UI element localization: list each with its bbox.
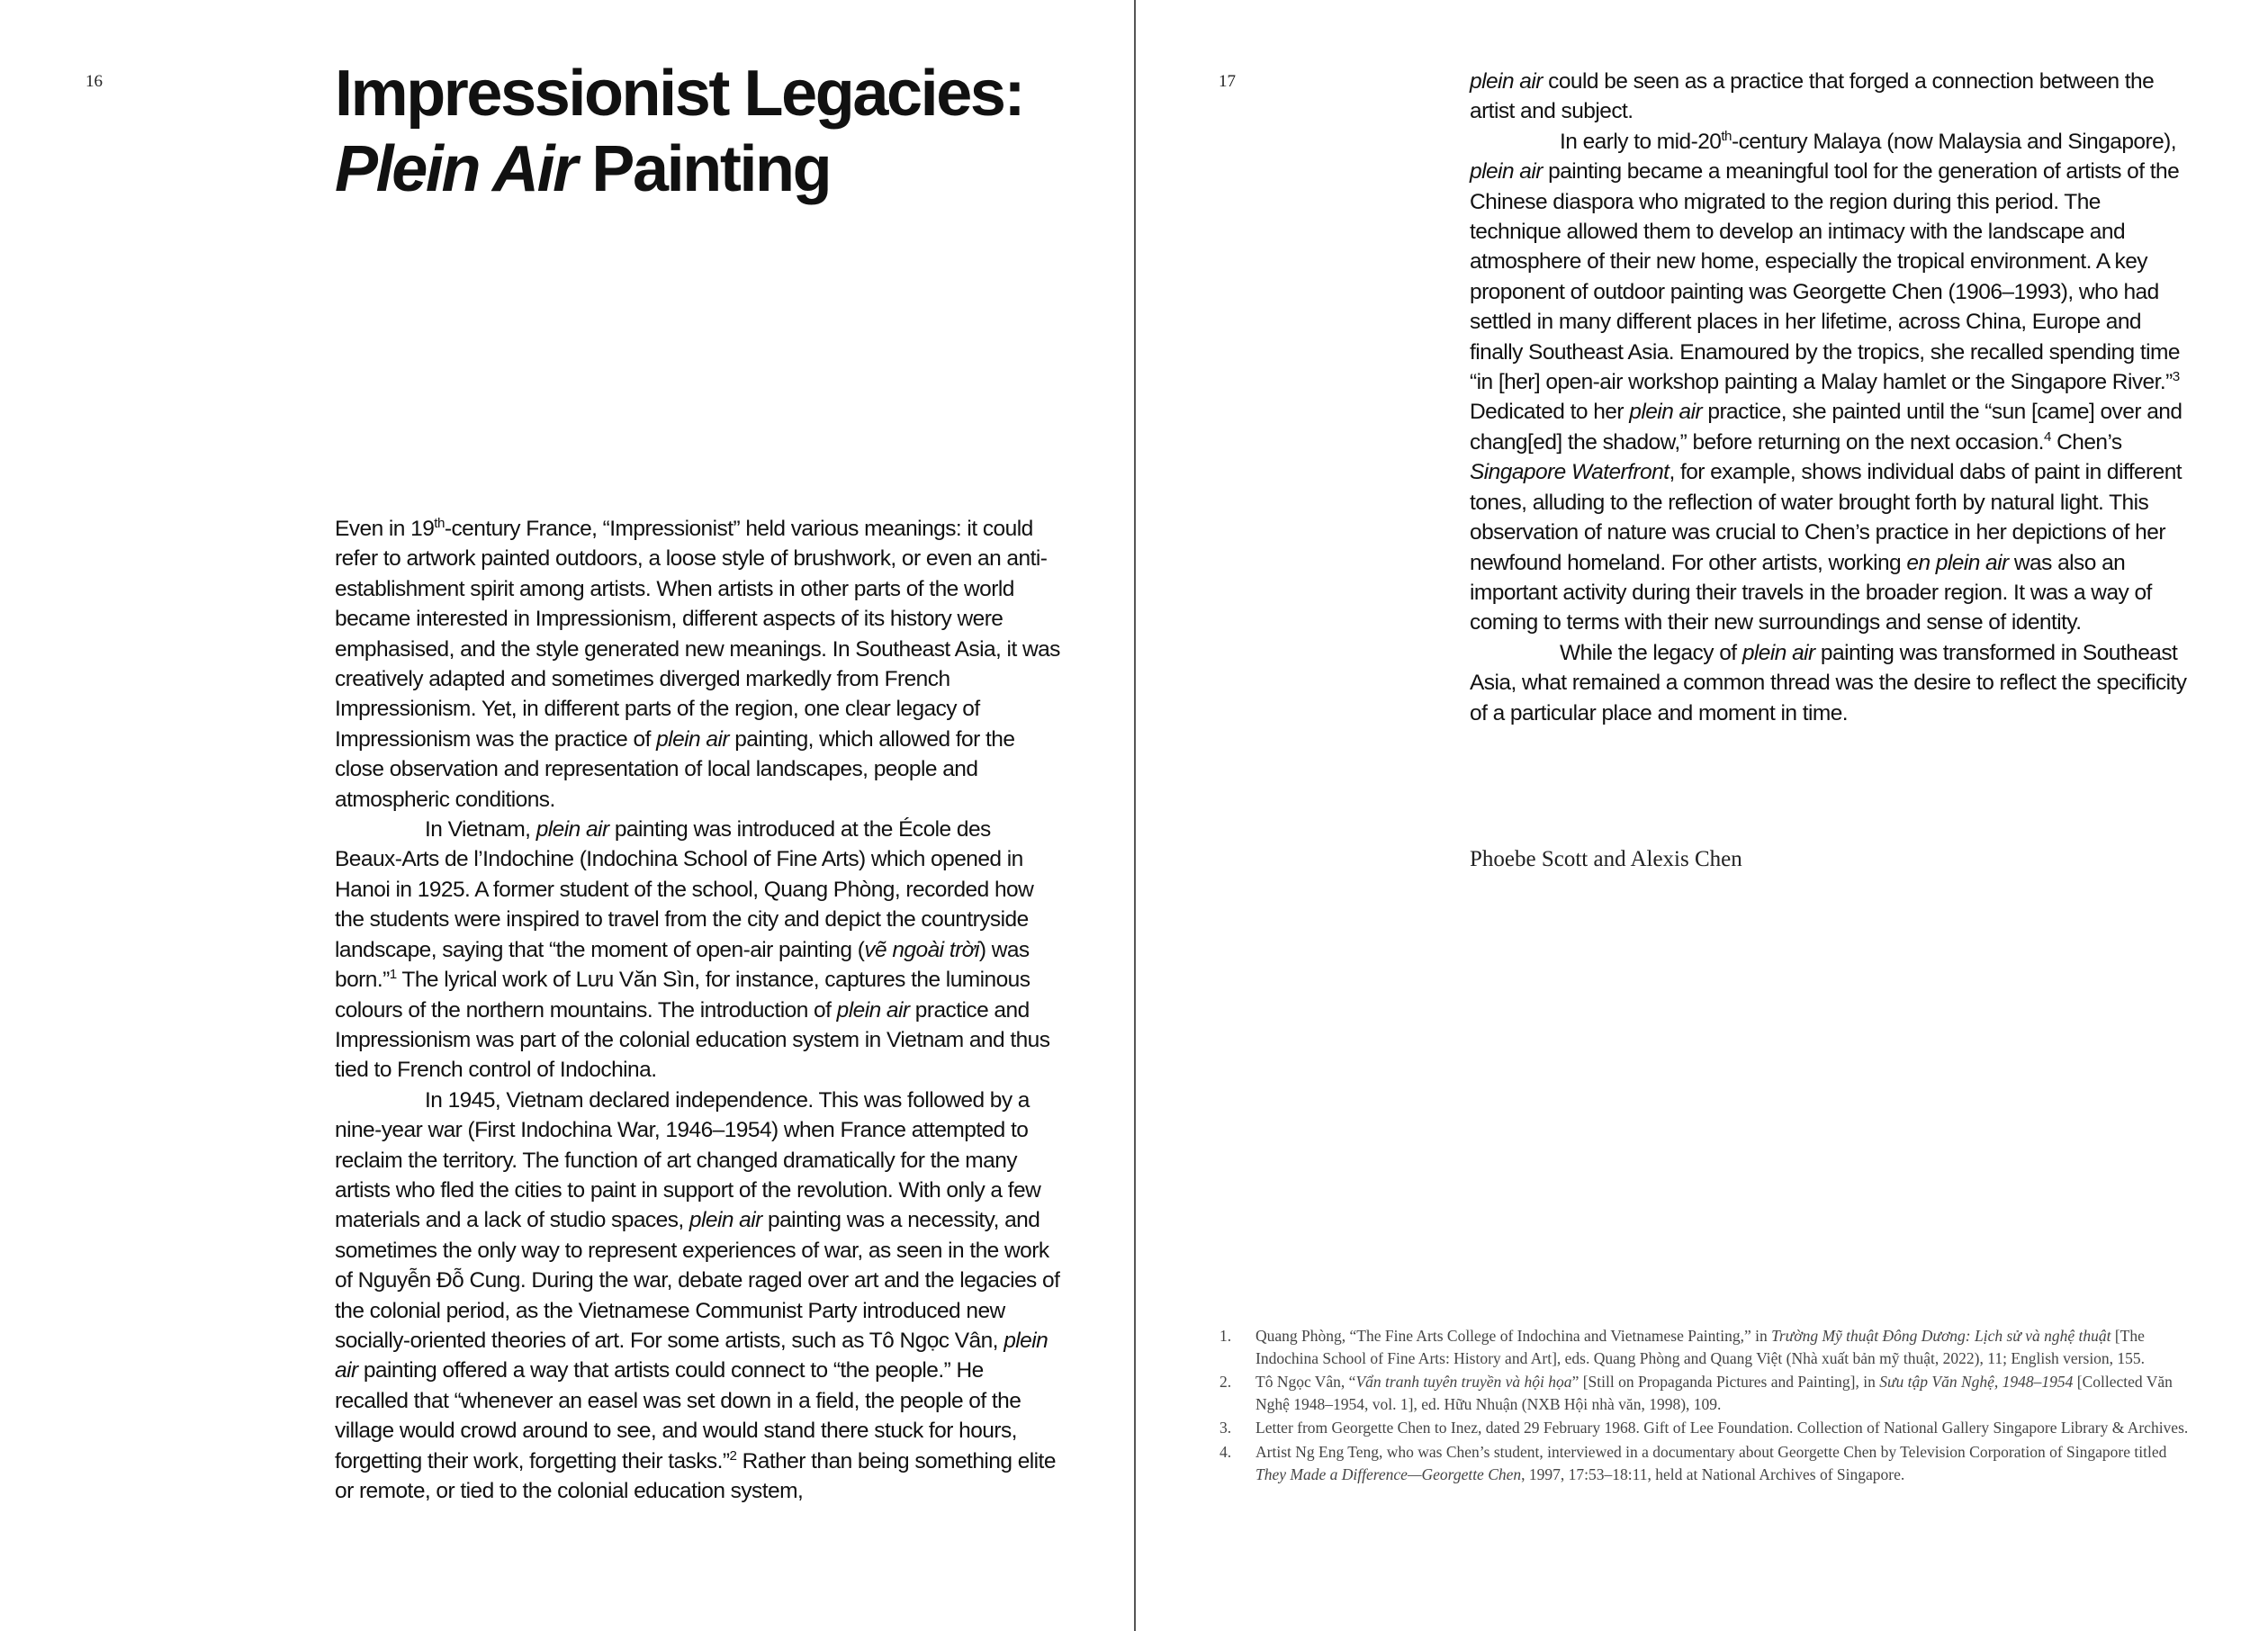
body-paragraph	[335, 1086, 1062, 1507]
text-run: -century France, “Impressionist” held various meanings: it could refer to artwork painted outdoors, a loose style of brushwork, or even an anti-establishment spirit among artists. When artists in other parts of the world became interested in Impressionism, different aspects of its history were emphasised, and the style generated new meanings. In Southeast Asia, it was creatively adapted and sometimes diverged markedly from French Impressionism. Yet, in different parts of the region, one clear legacy of Impressionism was the practice of	[335, 517, 1060, 752]
text-run: painting was introduced at the École des Beaux-Arts de l’Indochine (Indochina School of Fine Arts) which opened in Hanoi in 1925. A former student of the school, Quang Phòng, recorded how the students were inspired to travel from the city and depict the countryside landscape, saying that “the moment of open-air painting (	[335, 817, 1034, 962]
page-number-left: 16	[86, 72, 103, 91]
italic-text: plein air	[1742, 640, 1815, 665]
footnote-item	[1220, 1441, 2192, 1485]
text-run: Even in 19	[335, 517, 435, 541]
text-run: Quang Phòng, “The Fine Arts College of Indochina and Vietnamese Painting,” in	[1256, 1327, 1772, 1345]
italic-text: en plein air	[1906, 550, 2009, 575]
chapter-title	[335, 56, 1073, 207]
footnote-item	[1220, 1417, 2192, 1439]
text-run: , for example, shows individual dabs of paint in different tones, alluding to the reflection of water brought forth by natural light. This observation of nature was crucial to Chen’s practice in her depictions of her newfound homeland. For other artists, working	[1470, 460, 2182, 575]
title-italic-part: Plein Air	[335, 133, 576, 205]
text-run: The lyrical work of Lưu Văn Sìn, for instance, captures the luminous colours of the northern mountains. The introduction of	[335, 968, 1030, 1023]
italic-text: plein air	[1629, 400, 1703, 425]
page-gutter-divider	[1134, 0, 1136, 1631]
page-number-right: 17	[1219, 72, 1236, 91]
title-line-2-rest: Painting	[575, 133, 831, 205]
text-run: In early to mid-20	[1560, 129, 1722, 154]
text-run: Tô Ngọc Vân, “	[1256, 1373, 1356, 1392]
text-run: painting became a meaningful tool for the generation of artists of the Chinese diaspora who migrated to the region during this period. The technique allowed them to develop an intimacy with the landscape and atmosphere of their new home, especially the tropical environment. A key proponent of outdoor painting was Georgette Chen (1906–1993), who had settled in many different places in her lifetime, across China, Europe and finally Southeast Asia. Enamoured by the tropics, she recalled spending time “in [her] open-air workshop painting a Malay hamlet or the Singapore River.”	[1470, 159, 2180, 395]
footnote-number: 4.	[1220, 1442, 1232, 1461]
text-run: Letter from Georgette Chen to Inez, dated 29 February 1968. Gift of Lee Foundation. Collection of National Gallery Singapore Library & Archives.	[1256, 1419, 2189, 1437]
text-run: Artist Ng Eng Teng, who was Chen’s student, interviewed in a documentary about Georgette Chen by Television Corporation of Singapore titled	[1256, 1442, 2167, 1461]
footnote-item	[1220, 1371, 2192, 1415]
italic-text: plein air	[536, 817, 609, 843]
body-paragraph	[335, 514, 1062, 815]
footnote-ref: th	[434, 515, 445, 531]
footnote-number: 3.	[1220, 1419, 1232, 1437]
text-run: In 1945, Vietnam declared independence. This was followed by a nine-year war (First Indochina War, 1946–1954) when France attempted to reclaim the territory. The function of art changed dramatically for the many artists who fled the cities to paint in support of the revolution. With only a few materials and a lack of studio spaces,	[335, 1087, 1041, 1233]
text-run: [Collected Văn Nghệ 1948–1954, vol. 1], ed. Hữu Nhuận (NXB Hội nhà văn, 1998), 109.	[1256, 1373, 2173, 1413]
text-run: ” [Still on Propaganda Pictures and Painting], in	[1571, 1373, 1880, 1392]
text-run: Dedicated to her	[1470, 400, 1630, 425]
italic-text: plein air	[656, 726, 729, 752]
text-run: painting was transformed in Southeast Asia, what remained a common thread was the desire to reflect the specificity of a particular place and moment in time.	[1470, 640, 2187, 725]
text-run: practice and Impressionism was part of the colonial education system in Vietnam and thus tied to French control of Indochina.	[335, 997, 1050, 1083]
text-run: ) was born.”	[335, 937, 1030, 993]
text-run: -century Malaya (now Malaysia and Singapore),	[1731, 129, 2177, 154]
footnote-ref: 3	[2172, 368, 2180, 384]
footnote-ref: th	[1721, 128, 1732, 144]
text-run: practice, she painted until the “sun [came] over and chang[ed] the shadow,” before returning on the next occasion.	[1470, 400, 2182, 455]
text-run: painting offered a way that artists could connect to “the people.” He recalled that “whenever an easel was set down in a field, the people of the village would crowd around to see, and would stand there stuck for hours, forgetting their work, forgetting their tasks.”	[335, 1358, 1022, 1473]
body-paragraph	[1470, 638, 2190, 728]
text-run: painting, which allowed for the close observation and representation of local landscapes, people and atmospheric conditions.	[335, 726, 1015, 812]
text-run: could be seen as a practice that forged a connection between the artist and subject.	[1470, 69, 2155, 124]
footnote-ref: 4	[2043, 428, 2051, 445]
italic-text: plein air	[1470, 69, 1543, 94]
body-paragraph	[335, 815, 1062, 1086]
body-paragraph	[1470, 127, 2190, 638]
text-run: In Vietnam,	[425, 817, 536, 843]
text-run: was also an important activity during their travels in the broader region. It was a way of coming to terms with their new surroundings and sense of identity.	[1470, 550, 2152, 635]
italic-text: plein air	[335, 1328, 1048, 1383]
text-run: [The Indochina School of Fine Arts: History and Art], eds. Quang Phòng and Quang Việt (Nhà xuất bản mỹ thuật, 2022), 11; English version, 155.	[1256, 1327, 2146, 1367]
italic-text: plein air	[836, 997, 910, 1023]
footnote-number: 1.	[1220, 1327, 1232, 1345]
left-body-text	[335, 514, 1062, 1506]
author-byline: Phoebe Scott and Alexis Chen	[1470, 847, 1742, 871]
text-run: , 1997, 17:53–18:11, held at National Archives of Singapore.	[1521, 1464, 1905, 1483]
italic-text: Singapore Waterfront	[1470, 460, 1670, 485]
title-line-1: Impressionist Legacies:	[335, 58, 1024, 130]
italic-text: Trường Mỹ thuật Đông Dương: Lịch sử và nghệ thuật	[1771, 1327, 2111, 1345]
text-run: Chen’s	[2050, 429, 2122, 455]
footnote-number: 2.	[1220, 1373, 1232, 1392]
text-run: While the legacy of	[1560, 640, 1742, 665]
body-paragraph	[1470, 67, 2190, 127]
text-run: painting was a necessity, and sometimes the only way to represent experiences of war, as seen in the work of Nguyễn Đỗ Cung. During the war, debate raged over art and the legacies of the colonial period, as the Vietnamese Communist Party introduced new socially-oriented theories of art. For some artists, such as Tô Ngọc Vân,	[335, 1208, 1060, 1353]
italic-text: They Made a Difference—Georgette Chen	[1256, 1464, 1522, 1483]
italic-text: vẽ ngoài trời	[864, 937, 979, 962]
footnote-item	[1220, 1325, 2192, 1369]
footnote-ref: 2	[729, 1447, 737, 1464]
italic-text: Vẩn tranh tuyên truyền và hội họa	[1355, 1373, 1572, 1392]
italic-text: Sưu tập Văn Nghệ, 1948–1954	[1879, 1373, 2074, 1392]
italic-text: plein air	[688, 1208, 762, 1233]
footnote-ref: 1	[389, 966, 397, 982]
italic-text: plein air	[1470, 159, 1543, 185]
text-run: Rather than being something elite or remote, or tied to the colonial education system,	[335, 1448, 1056, 1503]
right-body-text	[1470, 67, 2190, 728]
footnotes	[1220, 1325, 2192, 1487]
